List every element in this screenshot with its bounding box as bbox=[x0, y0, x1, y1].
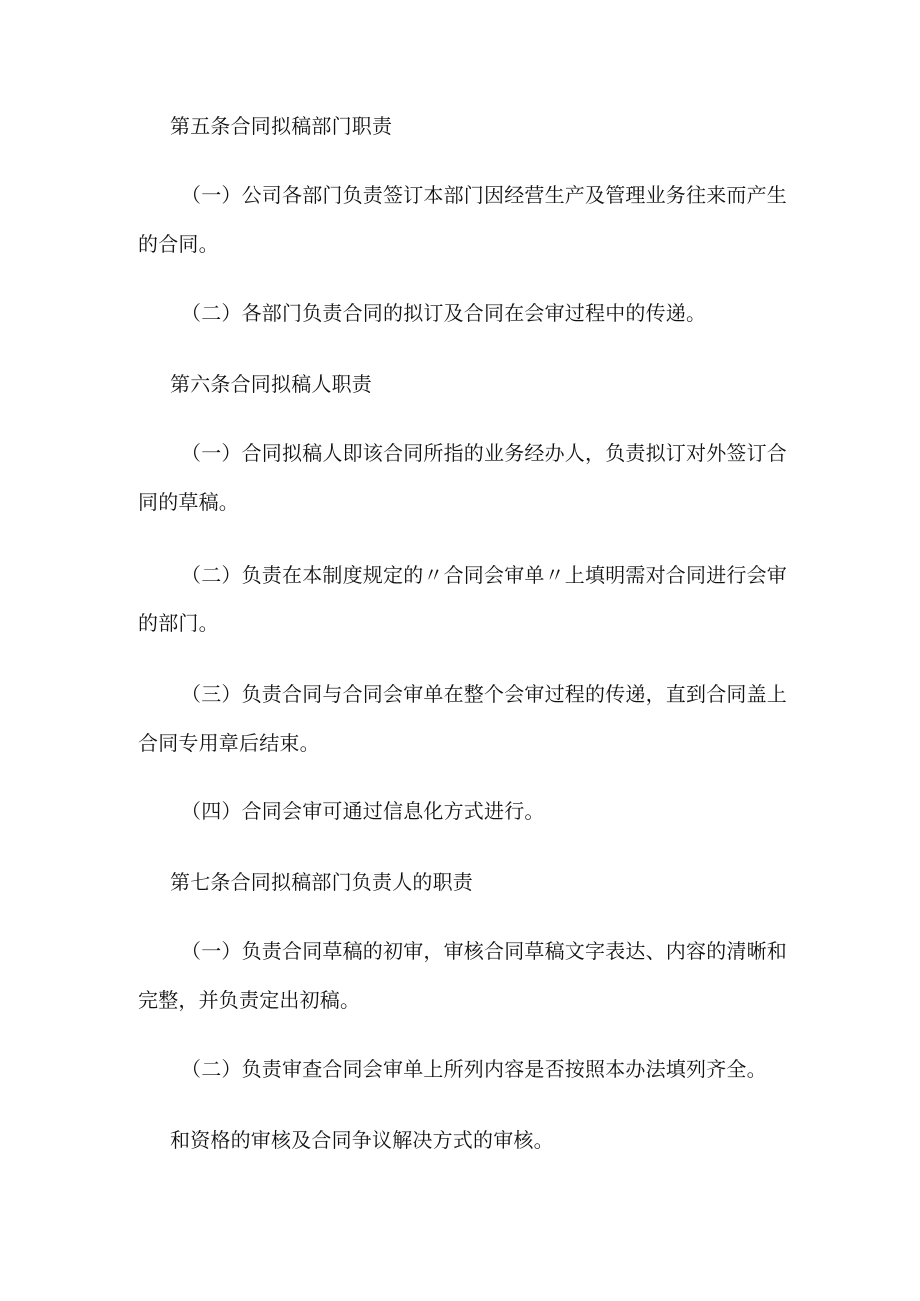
trailing-fragment: 和资格的审核及合同争议解决方式的审核。 bbox=[170, 1128, 554, 1152]
article-5-item-1-line-2: 的合同。 bbox=[138, 232, 219, 256]
article-6-item-3-line-2: 合同专用章后结束。 bbox=[138, 731, 320, 755]
article-6-item-1-line-1: （一）合同拟稿人即该合同所指的业务经办人，负责拟订对外签订合 bbox=[181, 441, 787, 465]
article-7-item-1-line-1: （一）负责合同草稿的初审，审核合同草稿文字表达、内容的清晰和 bbox=[181, 939, 787, 963]
article-5-heading: 第五条合同拟稿部门职责 bbox=[170, 114, 393, 138]
article-6-item-2-line-1: （二）负责在本制度规定的〃合同会审单〃上填明需对合同进行会审 bbox=[181, 563, 787, 587]
article-6-item-4: （四）合同会审可通过信息化方式进行。 bbox=[181, 799, 545, 823]
article-6-item-2-line-2: 的部门。 bbox=[138, 611, 219, 635]
article-6-item-1-line-2: 同的草稿。 bbox=[138, 490, 239, 514]
article-6-heading: 第六条合同拟稿人职责 bbox=[170, 372, 372, 396]
article-5-item-2: （二）各部门负责合同的拟订及合同在会审过程中的传递。 bbox=[181, 301, 707, 325]
article-7-item-2: （二）负责审查合同会审单上所列内容是否按照本办法填列齐全。 bbox=[181, 1057, 767, 1081]
article-6-item-3-line-1: （三）负责合同与合同会审单在整个会审过程的传递，直到合同盖上 bbox=[181, 682, 787, 706]
article-7-heading: 第七条合同拟稿部门负责人的职责 bbox=[170, 870, 473, 894]
article-7-item-1-line-2: 完整，并负责定出初稿。 bbox=[138, 988, 361, 1012]
article-5-item-1-line-1: （一）公司各部门负责签订本部门因经营生产及管理业务往来而产生 bbox=[181, 183, 787, 207]
